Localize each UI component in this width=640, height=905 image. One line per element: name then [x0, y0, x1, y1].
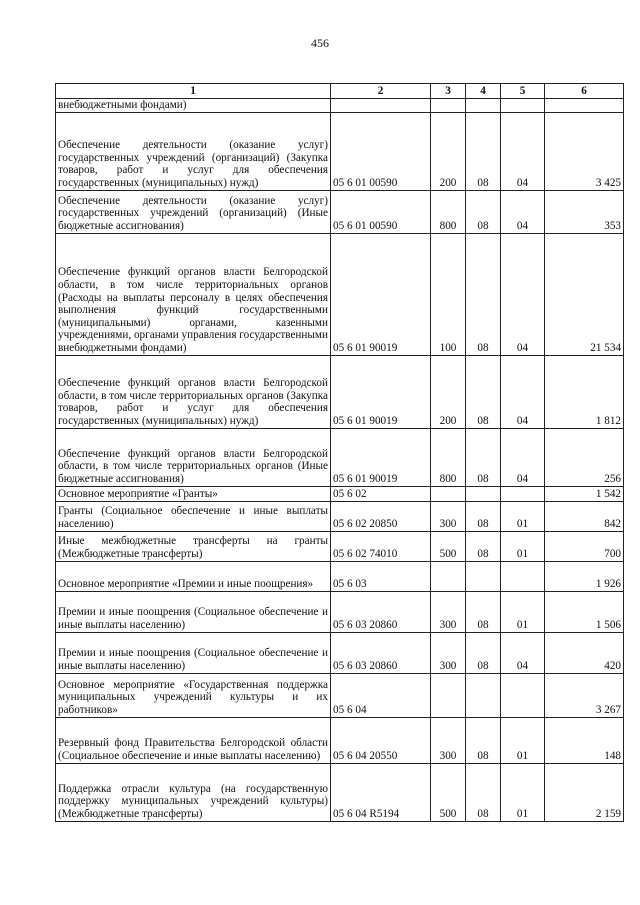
expense-type [431, 561, 466, 591]
subsection: 04 [501, 355, 545, 428]
budget-table [55, 83, 624, 822]
amount: 3 425 [545, 112, 624, 190]
section: 08 [466, 233, 501, 355]
table-row [56, 99, 624, 113]
subsection: 01 [501, 763, 545, 821]
expense-type: 800 [431, 428, 466, 486]
subsection: 04 [501, 190, 545, 233]
expense-name: Основное мероприятие «Государственная поддержка муниципальных учреждений культуры и их работников» [56, 673, 331, 717]
subsection: 04 [501, 112, 545, 190]
column-header-6: 6 [545, 84, 624, 99]
section: 08 [466, 428, 501, 486]
target-code: 05 6 02 [331, 486, 431, 501]
expense-type: 200 [431, 112, 466, 190]
expense-type: 200 [431, 355, 466, 428]
amount: 1 812 [545, 355, 624, 428]
expense-name: Премии и иные поощрения (Социальное обеспечение и иные выплаты населению) [56, 632, 331, 673]
section: 08 [466, 763, 501, 821]
expense-type: 300 [431, 591, 466, 632]
amount: 21 534 [545, 233, 624, 355]
expense-type: 100 [431, 233, 466, 355]
table-row [56, 717, 624, 763]
column-header-5: 5 [501, 84, 545, 99]
amount: 1 926 [545, 561, 624, 591]
expense-name: Основное мероприятие «Премии и иные поощрения» [56, 561, 331, 591]
column-header-3: 3 [431, 84, 466, 99]
table-row [56, 531, 624, 561]
expense-name: Резервный фонд Правительства Белгородской области (Социальное обеспечение и иные выплаты населению) [56, 717, 331, 763]
expense-type [431, 486, 466, 501]
section: 08 [466, 112, 501, 190]
expense-type: 300 [431, 632, 466, 673]
table-row [56, 233, 624, 355]
target-code: 05 6 01 90019 [331, 233, 431, 355]
table-row [56, 561, 624, 591]
column-header-2: 2 [331, 84, 431, 99]
subsection: 04 [501, 233, 545, 355]
expense-name: Обеспечение деятельности (оказание услуг) государственных учреждений (организаций) (Иные бюджетные ассигнования) [56, 190, 331, 233]
section [466, 99, 501, 113]
target-code: 05 6 03 20860 [331, 591, 431, 632]
target-code: 05 6 03 20860 [331, 632, 431, 673]
subsection: 04 [501, 428, 545, 486]
target-code: 05 6 04 [331, 673, 431, 717]
amount: 2 159 [545, 763, 624, 821]
subsection [501, 561, 545, 591]
amount: 353 [545, 190, 624, 233]
target-code: 05 6 01 00590 [331, 190, 431, 233]
table-row [56, 673, 624, 717]
expense-type: 300 [431, 717, 466, 763]
header-row [56, 84, 624, 99]
expense-type: 800 [431, 190, 466, 233]
section: 08 [466, 591, 501, 632]
column-header-4: 4 [466, 84, 501, 99]
expense-name: Гранты (Социальное обеспечение и иные выплаты населению) [56, 501, 331, 531]
amount: 1 542 [545, 486, 624, 501]
target-code: 05 6 04 R5194 [331, 763, 431, 821]
section [466, 561, 501, 591]
subsection [501, 486, 545, 501]
section: 08 [466, 190, 501, 233]
amount: 842 [545, 501, 624, 531]
table-row [56, 632, 624, 673]
subsection: 04 [501, 632, 545, 673]
table-row [56, 591, 624, 632]
expense-name: Обеспечение функций органов власти Белгородской области, в том числе территориальных органов (Иные бюджетные ассигнования) [56, 428, 331, 486]
subsection [501, 673, 545, 717]
target-code [331, 99, 431, 113]
expense-name: Обеспечение функций органов власти Белгородской области, в том числе территориальных органов (Расходы на выплаты персоналу в целях обеспечения выполнения функций государственными (муниципальными) органами, казенными учреждениями, органами управления государственными внебюджетными фондами) [56, 233, 331, 355]
target-code: 05 6 01 00590 [331, 112, 431, 190]
amount: 1 506 [545, 591, 624, 632]
expense-name: внебюджетными фондами) [56, 99, 331, 113]
expense-name: Премии и иные поощрения (Социальное обеспечение и иные выплаты населению) [56, 591, 331, 632]
target-code: 05 6 02 74010 [331, 531, 431, 561]
section: 08 [466, 632, 501, 673]
table-row [56, 355, 624, 428]
expense-type: 500 [431, 763, 466, 821]
expense-type [431, 673, 466, 717]
section: 08 [466, 717, 501, 763]
subsection: 01 [501, 501, 545, 531]
subsection: 01 [501, 717, 545, 763]
table-row [56, 190, 624, 233]
amount [545, 99, 624, 113]
section [466, 486, 501, 501]
page-number: 456 [311, 36, 329, 50]
table-row [56, 112, 624, 190]
subsection: 01 [501, 591, 545, 632]
target-code: 05 6 01 90019 [331, 355, 431, 428]
target-code: 05 6 03 [331, 561, 431, 591]
table-row [56, 763, 624, 821]
target-code: 05 6 01 90019 [331, 428, 431, 486]
expense-type: 300 [431, 501, 466, 531]
section [466, 673, 501, 717]
amount: 420 [545, 632, 624, 673]
table-row [56, 428, 624, 486]
expense-name: Основное мероприятие «Гранты» [56, 486, 331, 501]
target-code: 05 6 02 20850 [331, 501, 431, 531]
subsection [501, 99, 545, 113]
amount: 700 [545, 531, 624, 561]
table-row [56, 501, 624, 531]
section: 08 [466, 531, 501, 561]
table-row [56, 486, 624, 501]
column-header-1: 1 [56, 84, 331, 99]
expense-name: Обеспечение деятельности (оказание услуг) государственных учреждений (организаций) (Закупка товаров, работ и услуг для обеспечения государственных (муниципальных) нужд) [56, 112, 331, 190]
expense-type [431, 99, 466, 113]
target-code: 05 6 04 20550 [331, 717, 431, 763]
amount: 3 267 [545, 673, 624, 717]
expense-type: 500 [431, 531, 466, 561]
amount: 148 [545, 717, 624, 763]
section: 08 [466, 501, 501, 531]
amount: 256 [545, 428, 624, 486]
expense-name: Обеспечение функций органов власти Белгородской области, в том числе территориальных органов (Закупка товаров, работ и услуг для обеспечения государственных (муниципальных) нужд) [56, 355, 331, 428]
expense-name: Поддержка отрасли культура (на государственную поддержку муниципальных учреждений культуры) (Межбюджетные трансферты) [56, 763, 331, 821]
section: 08 [466, 355, 501, 428]
expense-name: Иные межбюджетные трансферты на гранты (Межбюджетные трансферты) [56, 531, 331, 561]
subsection: 01 [501, 531, 545, 561]
